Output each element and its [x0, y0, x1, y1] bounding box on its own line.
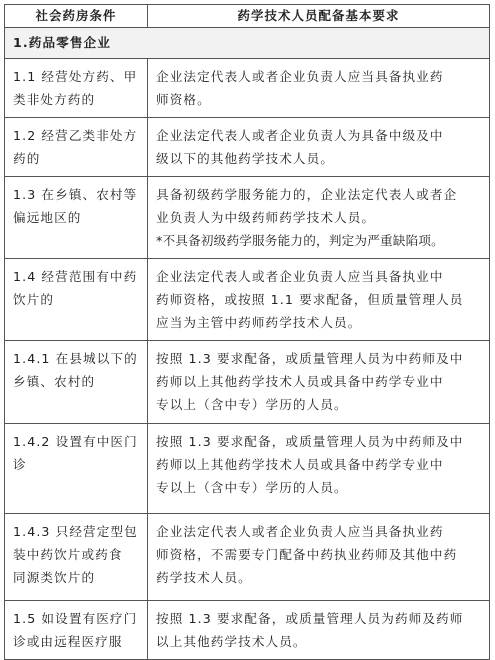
requirement-line: 师资格，不需要专门配备中药执业药师及其他中药: [156, 547, 458, 562]
condition-line: 同源类饮片的: [13, 570, 96, 585]
requirement-line: 企业法定代表人或者企业负责人应当具备执业药: [156, 524, 444, 539]
section-title: 1.药品零售企业: [5, 28, 490, 59]
header-row: [5, 5, 490, 28]
condition-cell: [5, 601, 148, 660]
staffing-requirements-table: [4, 4, 490, 660]
requirement-cell: [148, 424, 490, 514]
condition-line: 1.3 在乡镇、农村等: [13, 187, 138, 202]
requirement-line: 按照 1.3 要求配备，或质量管理人员为药师及药师: [156, 611, 464, 626]
table-row: [5, 514, 490, 601]
condition-cell: [5, 59, 148, 118]
condition-line: 1.2 经营乙类非处方: [13, 128, 138, 143]
table-row: [5, 259, 490, 341]
condition-cell: [5, 259, 148, 341]
requirement-line: 企业法定代表人或者企业负责人应当具备执业药: [156, 69, 444, 84]
requirement-line: 以上其他药学技术人员。: [156, 634, 307, 649]
requirement-line: 专以上（含中专）学历的人员。: [156, 480, 348, 495]
requirement-line: 师资格。: [156, 92, 211, 107]
requirement-line: 企业法定代表人或者企业负责人应当具备执业中: [156, 269, 444, 284]
condition-line: 1.4.1 在县城以下的: [13, 351, 138, 366]
requirement-line: 具备初级药学服务能力的，企业法定代表人或者企: [156, 187, 458, 202]
requirement-line: 药师以上其他药学技术人员或具备中药学专业中: [156, 457, 444, 472]
requirement-line: 级以下的其他药学技术人员。: [156, 151, 335, 166]
requirement-line: 药师以上其他药学技术人员或具备中药学专业中: [156, 374, 444, 389]
table-row: [5, 341, 490, 424]
table-row: [5, 601, 490, 660]
requirement-line: 企业法定代表人或者企业负责人为具备中级及中: [156, 128, 444, 143]
requirement-line: 药师资格，或按照 1.1 要求配备，但质量管理人员: [156, 292, 464, 307]
condition-cell: [5, 341, 148, 424]
requirement-cell: [148, 177, 490, 259]
condition-cell: [5, 514, 148, 601]
table-row: [5, 424, 490, 514]
header-condition: 社会药房条件: [5, 5, 148, 28]
header-requirement: 药学技术人员配备基本要求: [148, 5, 490, 28]
requirement-cell: [148, 514, 490, 601]
requirement-cell: [148, 601, 490, 660]
requirement-line: 药学技术人员。: [156, 570, 252, 585]
requirement-cell: [148, 118, 490, 177]
requirement-note: *不具备初级药学服务能力的，判定为严重缺陷项。: [156, 233, 444, 248]
condition-line: 类非处方药的: [13, 92, 96, 107]
requirement-line: 专以上（含中专）学历的人员。: [156, 397, 348, 412]
condition-line: 饮片的: [13, 292, 55, 307]
condition-line: 药的: [13, 151, 41, 166]
requirement-cell: [148, 341, 490, 424]
condition-line: 1.4 经营范围有中药: [13, 269, 138, 284]
requirement-line: 按照 1.3 要求配备，或质量管理人员为中药师及中: [156, 434, 464, 449]
condition-line: 装中药饮片或药食: [13, 547, 123, 562]
requirement-line: 业负责人为中级药师药学技术人员。: [156, 210, 376, 225]
condition-line: 1.4.3 只经营定型包: [13, 524, 138, 539]
condition-line: 诊: [13, 457, 27, 472]
table-row: [5, 59, 490, 118]
condition-line: 偏远地区的: [13, 210, 82, 225]
condition-cell: [5, 424, 148, 514]
requirement-cell: [148, 259, 490, 341]
table-row: [5, 118, 490, 177]
condition-cell: [5, 118, 148, 177]
condition-line: 1.4.2 设置有中医门: [13, 434, 138, 449]
condition-line: 1.1 经营处方药、甲: [13, 69, 138, 84]
condition-line: 乡镇、农村的: [13, 374, 96, 389]
requirement-line: 按照 1.3 要求配备，或质量管理人员为中药师及中: [156, 351, 464, 366]
requirement-cell: [148, 59, 490, 118]
section-row: [5, 28, 490, 59]
requirement-line: 应当为主管中药师药学技术人员。: [156, 315, 362, 330]
table-row: [5, 177, 490, 259]
condition-line: 诊或由远程医疗服: [13, 634, 123, 649]
condition-cell: [5, 177, 148, 259]
condition-line: 1.5 如设置有医疗门: [13, 611, 138, 626]
